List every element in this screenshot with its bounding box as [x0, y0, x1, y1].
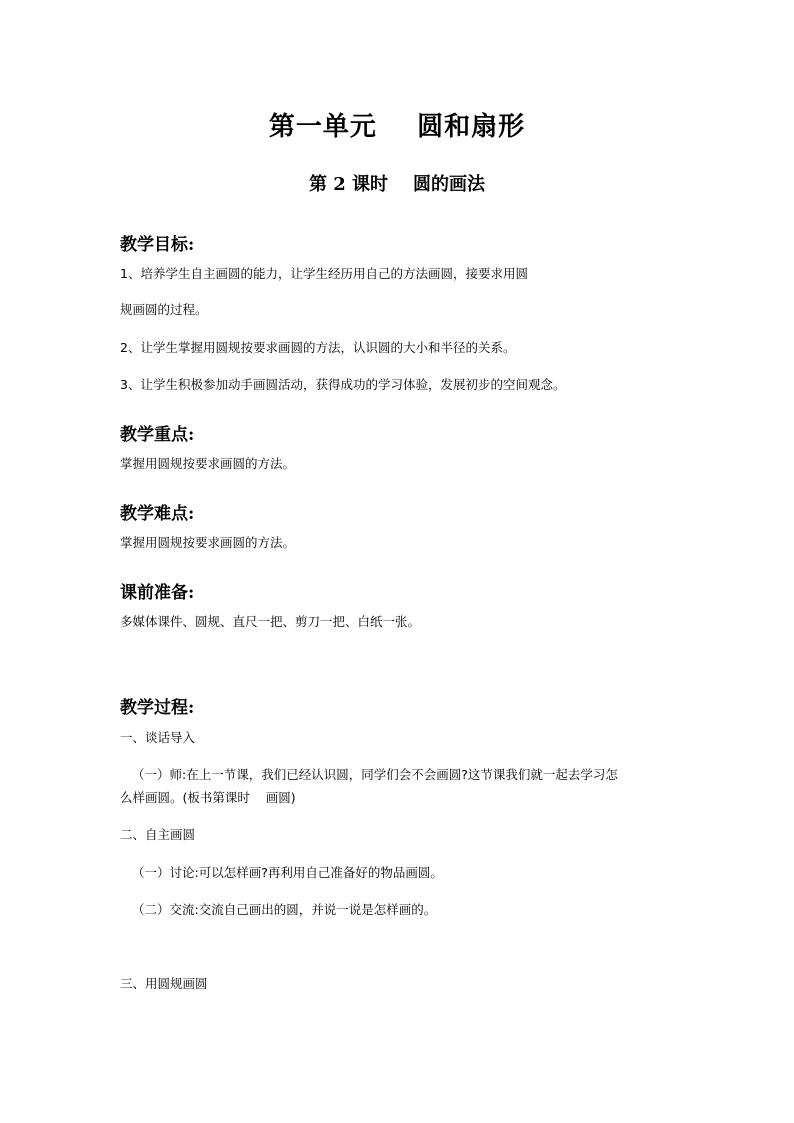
objective-line: 2、让学生掌握用圆规按要求画圆的方法，认识圆的大小和半径的关系。: [120, 340, 516, 355]
preparation-text: 多媒体课件、圆规、直尺一把、剪刀一把、白纸一张。: [120, 614, 421, 629]
process-heading: 教学过程:: [120, 698, 195, 718]
page-title: 第一单元 圆和扇形: [268, 112, 526, 142]
process-part2-item: （二）交流:交流自己画出的圆，并说一说是怎样画的。: [132, 902, 437, 917]
process-part1-line: 么样画圆。(板书第课时 画圆): [120, 790, 296, 805]
objective-line: 规画圆的过程。: [120, 302, 208, 317]
process-part1-line: （一）师:在上一节课，我们已经认识圆，同学们会不会画圆?这节课我们就一起去学习怎: [132, 767, 618, 782]
process-part2-item: （一）讨论:可以怎样画?再利用自己准备好的物品画圆。: [132, 865, 443, 880]
key-point-text: 掌握用圆规按要求画圆的方法。: [120, 456, 296, 471]
process-part1-title: 一、谈话导入: [120, 730, 196, 745]
process-part2-title: 二、自主画圆: [120, 827, 196, 842]
preparation-heading: 课前准备:: [120, 583, 195, 603]
difficulty-text: 掌握用圆规按要求画圆的方法。: [120, 535, 296, 550]
process-part3-title: 三、用圆规画圆: [120, 976, 208, 991]
objectives-heading: 教学目标:: [120, 235, 195, 255]
objective-line: 3、让学生积极参加动手画圆活动，获得成功的学习体验，发展初步的空间观念。: [120, 377, 566, 392]
page-subtitle: 第 2 课时 圆的画法: [308, 174, 486, 195]
difficulty-heading: 教学难点:: [120, 504, 195, 524]
objective-line: 1、培养学生自主画圆的能力，让学生经历用自己的方法画圆，接要求用圆: [120, 266, 528, 281]
key-point-heading: 教学重点:: [120, 425, 195, 445]
